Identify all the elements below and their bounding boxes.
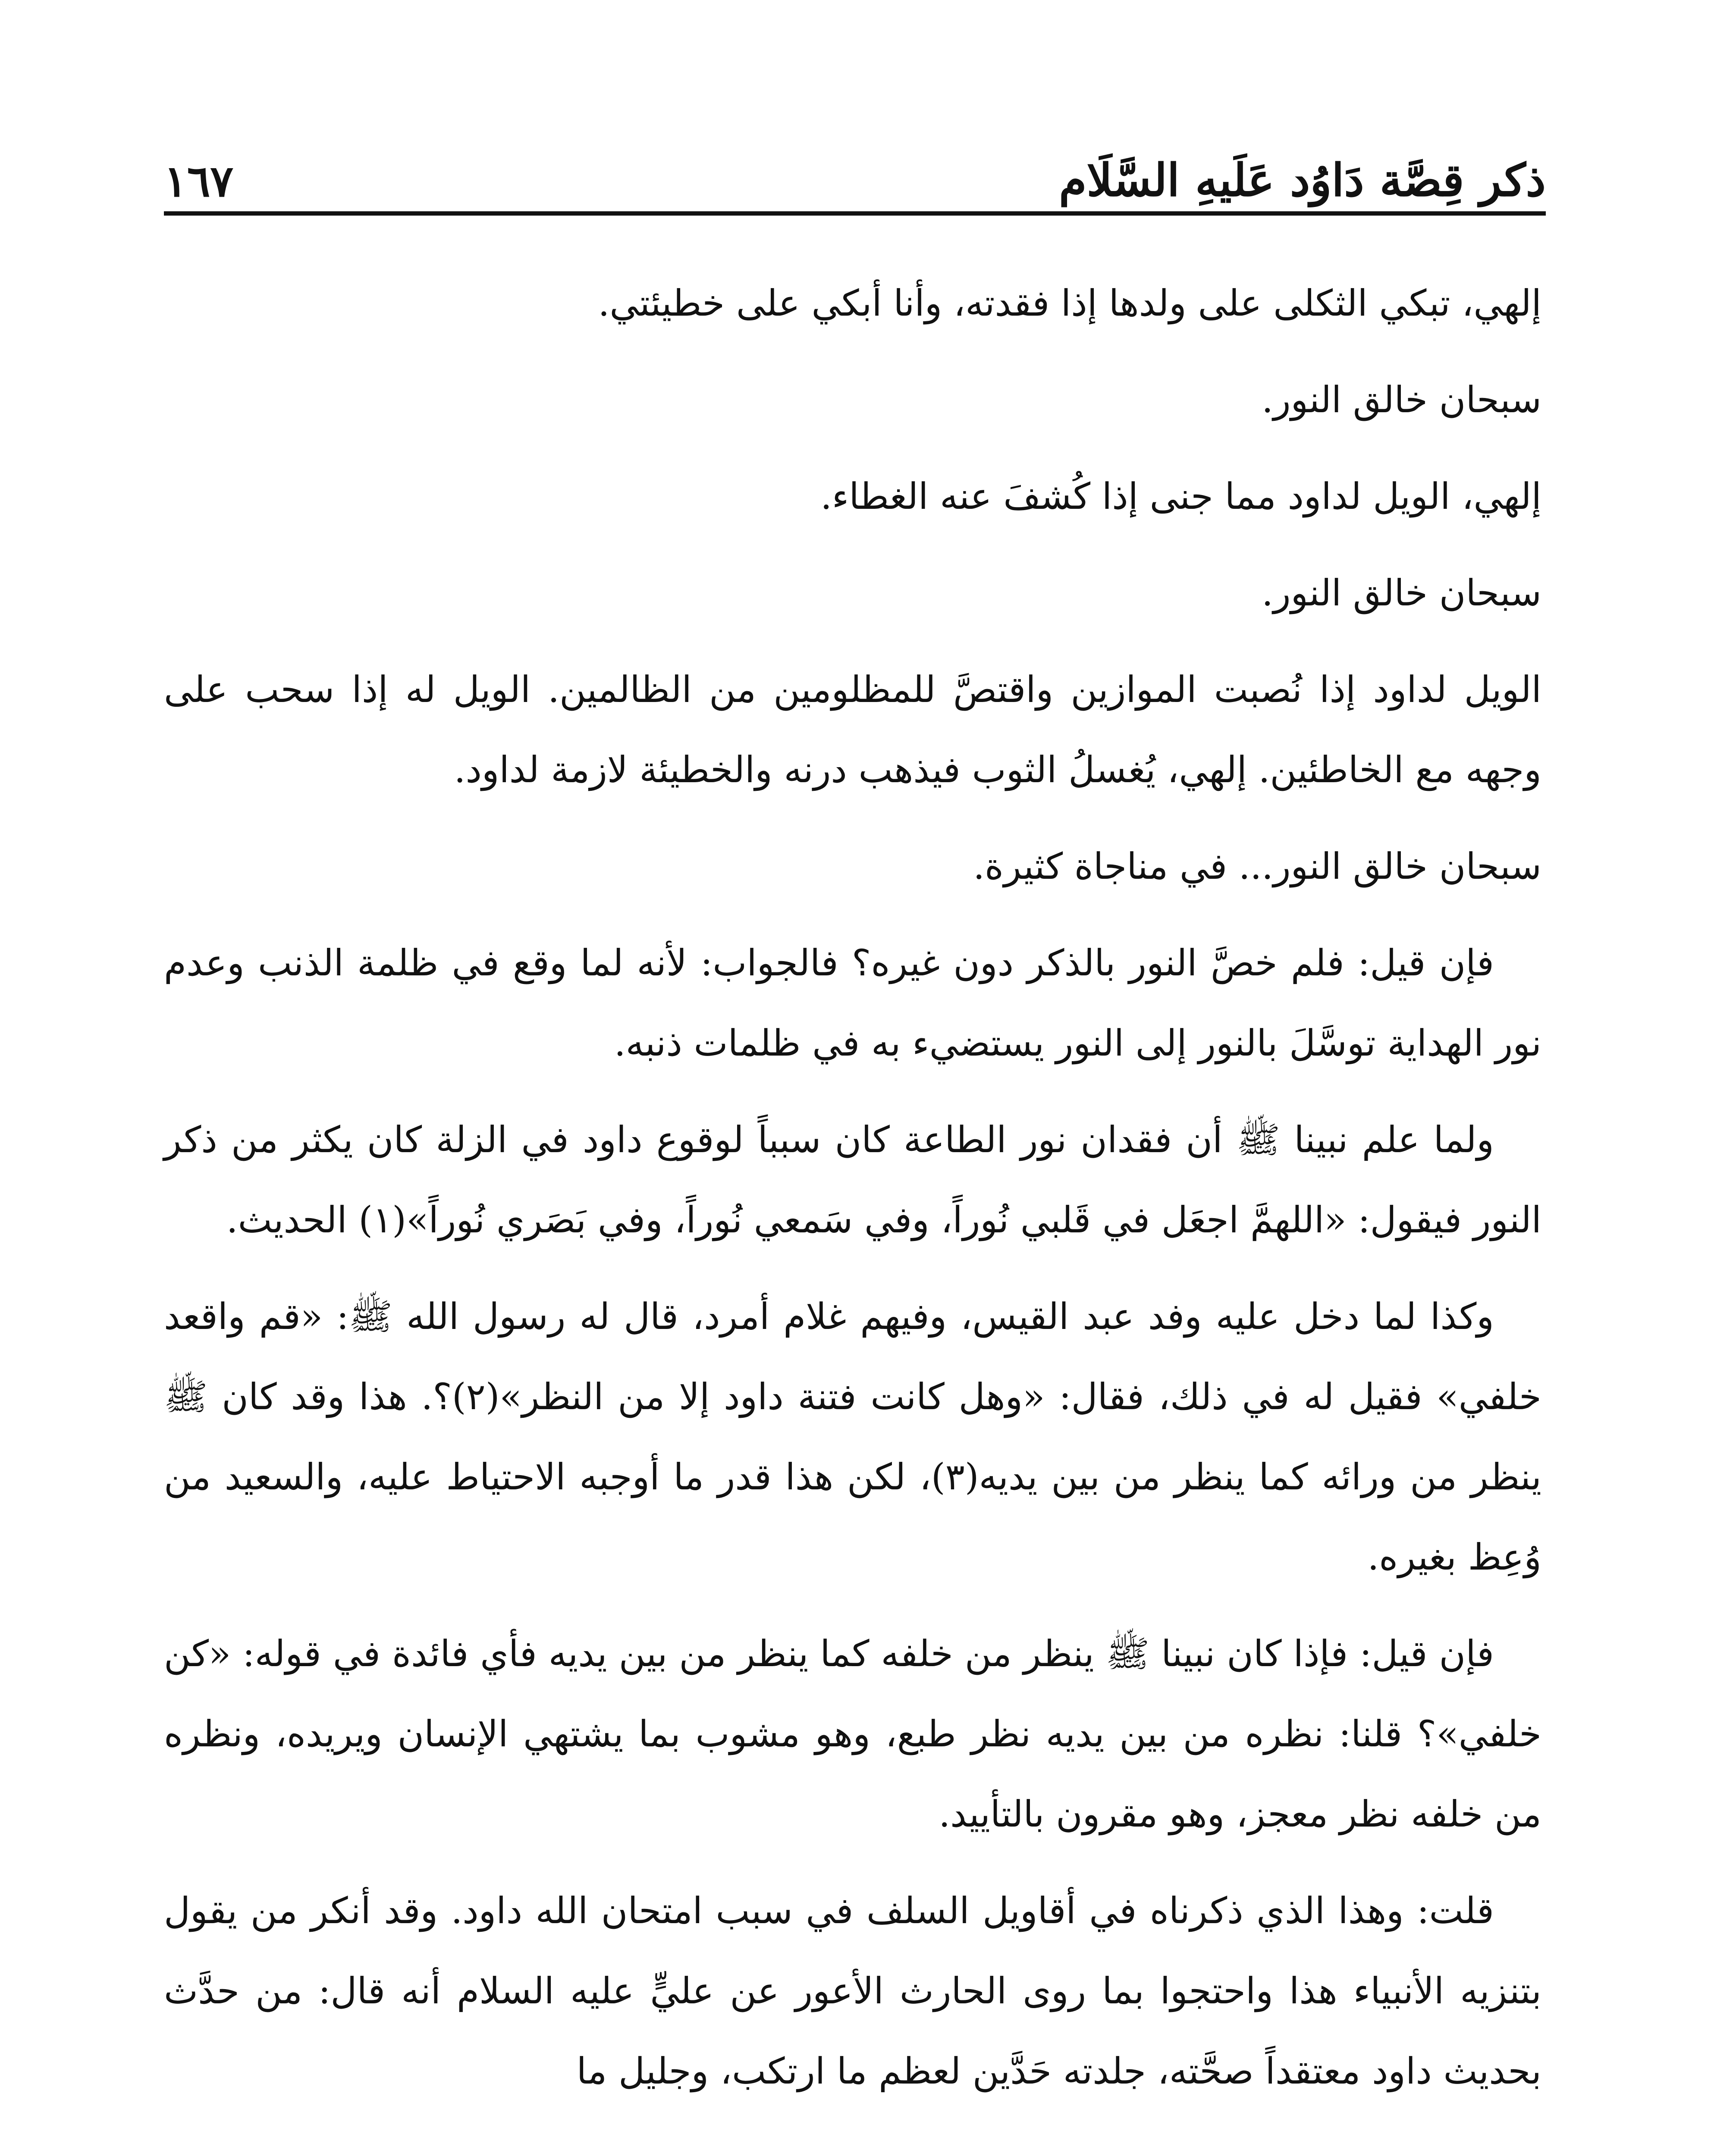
paragraph: ولما علم نبينا ﷺ أن فقدان نور الطاعة كان سبباً لوقوع داود في الزلة كان يكثر من ذكر النور فيقول: «اللهمَّ اجعَل في قَلبي نُوراً، وفي سَمعي نُوراً، وفي بَصَري نُوراً»(١) الحديث. xyxy=(164,1119,1541,1241)
chapter-title: ذكر قِصَّة دَاوُد عَلَيهِ السَّلَام xyxy=(1059,154,1546,207)
paragraph: فإن قيل: فإذا كان نبينا ﷺ ينظر من خلفه كما ينظر من بين يديه فأي فائدة في قوله: «كن خلفي»؟ قلنا: نظره من بين يديه نظر طبع، وهو مشوب بما يشتهي الإنسان ويريده، ونظره من خلفه نظر معجز، وهو مقرون بالتأييد. xyxy=(164,1633,1541,1835)
header-divider xyxy=(164,211,1546,216)
paragraph: سبحان خالق النور. xyxy=(1262,379,1541,421)
paragraph: إلهي، تبكي الثكلى على ولدها إذا فقدته، وأنا أبكي على خطيئتي. xyxy=(598,282,1541,324)
paragraph: سبحان خالق النور. xyxy=(1262,572,1541,614)
page-number: ١٦٧ xyxy=(164,156,234,207)
paragraph: وكذا لما دخل عليه وفد عبد القيس، وفيهم غلام أمرد، قال له رسول الله ﷺ: «قم واقعد خلفي» فقيل له في ذلك، فقال: «وهل كانت فتنة داود إلا من النظر»(٢)؟. هذا وقد كان ﷺ ينظر من ورائه كما ينظر من بين يديه(٣)، لكن هذا قدر ما أوجبه الاحتياط عليه، والسعيد من وُعِظ بغيره. xyxy=(164,1295,1541,1578)
paragraph: قلت: وهذا الذي ذكرناه في أقاويل السلف في سبب امتحان الله داود. وقد أنكر من يقول بتنزيه الأنبياء هذا واحتجوا بما روى الحارث الأعور عن عليٍّ عليه السلام أنه قال: من حدَّث بحديث داود معتقداً صحَّته، جلدته حَدَّين لعظم ما ارتكب، وجليل ما xyxy=(164,1890,1541,2092)
main-text xyxy=(164,263,1541,2128)
running-header xyxy=(164,129,1546,207)
paragraph: سبحان خالق النور... في مناجاة كثيرة. xyxy=(973,845,1541,887)
paragraph: الويل لداود إذا نُصبت الموازين واقتصَّ للمظلومين من الظالمين. الويل له إذا سحب على وجهه مع الخاطئين. إلهي، يُغسلُ الثوب فيذهب درنه والخطيئة لازمة لداود. xyxy=(164,668,1541,791)
paragraph: إلهي، الويل لداود مما جنى إذا كُشفَ عنه الغطاء. xyxy=(820,475,1541,517)
paragraph: فإن قيل: فلم خصَّ النور بالذكر دون غيره؟ فالجواب: لأنه لما وقع في ظلمة الذنب وعدم نور الهداية توسَّلَ بالنور إلى النور يستضيء به في ظلمات ذنبه. xyxy=(164,942,1541,1064)
